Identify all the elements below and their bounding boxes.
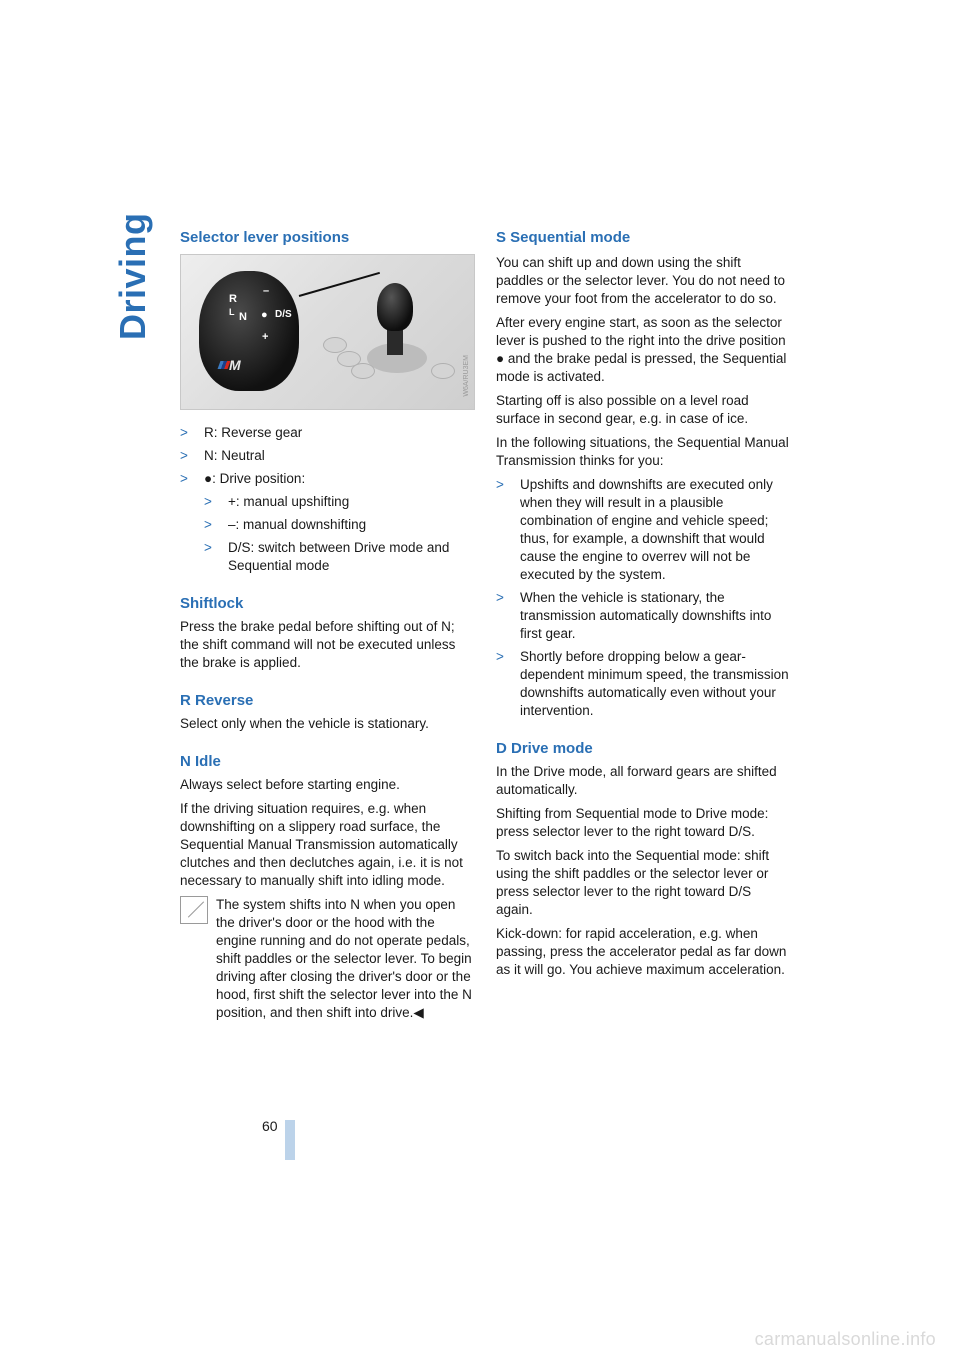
sequential-paragraph: Starting off is also possible on a level road surface in second gear, e.g. in case of ice. <box>496 393 749 426</box>
drive-paragraph: Kick-down: for rapid acceleration, e.g. when passing, press the accelerator pedal as far down as it will go. You achieve maximum acceleration. <box>496 926 787 977</box>
chapter-title: Driving <box>112 212 153 340</box>
sequential-paragraph: You can shift up and down using the shift paddles or the selector lever. You do not need to remove your foot from the accelerator to do so. <box>496 255 785 306</box>
sequential-paragraph: In the following situations, the Sequential Manual Transmission thinks for you: <box>496 435 789 468</box>
page-bar <box>285 1120 295 1160</box>
list-item: > R: Reverse gear <box>180 425 303 440</box>
bullet-marker: > <box>180 448 188 463</box>
label-ds: D/S <box>275 309 292 320</box>
label-l: L <box>229 307 235 317</box>
bullet-marker: > <box>496 649 504 664</box>
bullet-marker: > <box>204 540 212 555</box>
drive-mode-title: D Drive mode <box>496 740 593 757</box>
console-button <box>323 337 347 353</box>
list-item: > N: Neutral <box>180 448 265 463</box>
drive-paragraph: Shifting from Sequential mode to Drive mode: press selector lever to the right toward D/S. <box>496 806 769 839</box>
drive-paragraph: To switch back into the Sequential mode: shift using the shift paddles or the selector lever or press selector lever to the right toward D/S again. <box>496 848 770 917</box>
bullet-marker: > <box>180 425 188 440</box>
console-button <box>351 363 375 379</box>
sequential-title: S Sequential mode <box>496 229 631 246</box>
drive-paragraph: In the Drive mode, all forward gears are shifted automatically. <box>496 764 777 797</box>
bullet-marker: > <box>180 471 188 486</box>
gear-knob-closeup <box>199 271 299 391</box>
list-item: > –: manual downshifting <box>204 517 367 532</box>
label-minus: – <box>263 285 270 297</box>
shiftlock-text: Press the brake pedal before shifting out of N; the shift command will not be executed unless the brake is applied. <box>180 619 456 670</box>
note-block <box>180 896 475 1022</box>
label-plus: + <box>262 331 269 343</box>
callout-line <box>299 272 380 297</box>
bullet-marker: > <box>204 517 212 532</box>
selector-lever-title: Selector lever positions <box>180 229 350 246</box>
bullet-marker: > <box>204 494 212 509</box>
list-item: > D/S: switch between Drive mode and Sequential mode <box>204 540 450 573</box>
sequential-paragraph: After every engine start, as soon as the selector lever is pushed to the right into the drive position ● and the brake pedal is pressed, the Sequential mode is activated. <box>496 315 787 384</box>
figure-watermark: W6A/RU3EM <box>463 355 470 397</box>
bullet-marker: > <box>496 590 504 605</box>
reverse-title: R Reverse <box>180 692 254 709</box>
bullet-marker: > <box>496 477 504 492</box>
list-item: > +: manual upshifting <box>204 494 350 509</box>
idle-paragraph: If the driving situation requires, e.g. when downshifting on a slippery road surface, the Sequential Manual Transmission automatically clutches and then declutches again, i.e. it is not necessary to manually shift into idling mode. <box>180 801 463 888</box>
console-button <box>431 363 455 379</box>
m-logo: M <box>229 357 241 373</box>
note-icon <box>180 896 208 924</box>
gear-knob-in-console <box>377 283 413 331</box>
idle-title: N Idle <box>180 753 221 770</box>
shiftlock-title: Shiftlock <box>180 595 244 612</box>
list-item: > Upshifts and downshifts are executed only when they will result in a plausible combination of engine and vehicle speed; thus, for example, a downshift that would cause the engine to overrev will not be executed by the system. <box>496 477 773 582</box>
list-item: > Shortly before dropping below a gear-dependent minimum speed, the transmission downshifts automatically even without your intervention. <box>496 649 789 718</box>
reverse-text: Select only when the vehicle is stationary. <box>180 716 429 731</box>
footer-watermark: carmanualsonline.info <box>754 1329 936 1349</box>
list-item: > ●: Drive position: <box>180 471 306 486</box>
page-number: 60 <box>262 1118 278 1134</box>
label-n: N <box>239 311 247 323</box>
left-column <box>180 229 475 1028</box>
right-column <box>496 229 791 985</box>
selector-lever-figure <box>180 254 475 410</box>
list-item: > When the vehicle is stationary, the transmission automatically downshifts into first gear. <box>496 590 772 641</box>
note-text: The system shifts into N when you open the driver's door or the hood with the engine running and do not operate pedals, shift paddles or the selector lever. To begin driving after closing the driver's door or the hood, first shift the selector lever into the N position, and then shift into drive.◀ <box>216 897 472 1020</box>
label-drive-dot: ● <box>261 309 268 321</box>
idle-paragraph: Always select before starting engine. <box>180 777 400 792</box>
label-r: R <box>229 293 237 305</box>
